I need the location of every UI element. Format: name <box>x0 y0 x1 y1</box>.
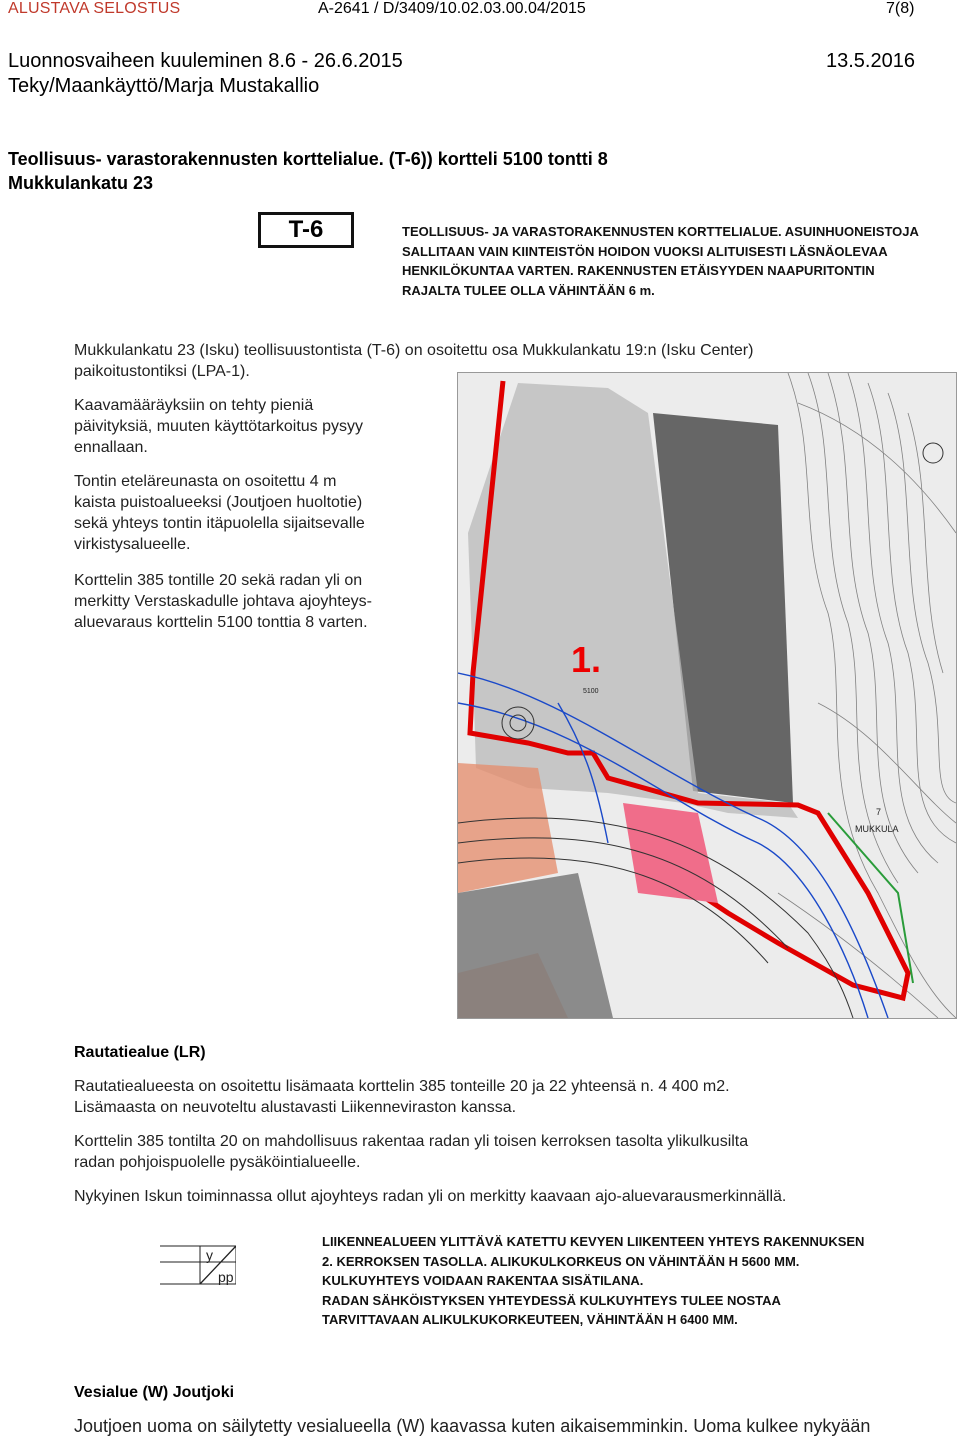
hearing-period: Luonnosvaiheen kuuleminen 8.6 - 26.6.2015 <box>8 50 403 72</box>
document-status: ALUSTAVA SELOSTUS <box>8 0 181 17</box>
water-heading: Vesialue (W) Joutjoki <box>74 1384 235 1401</box>
lr-legend-line: LIIKENNEALUEEN YLITTÄVÄ KATETTU KEVYEN LIIKENTEEN YHTEYS RAKENNUKSEN <box>322 1234 865 1249</box>
map-marker-label: 1. <box>571 639 602 680</box>
lr-legend-line: RADAN SÄHKÖISTYKSEN YHTEYDESSÄ KULKUYHTEYS TULEE NOSTAA <box>322 1292 781 1308</box>
paragraph-line: sekä yhteys tontin itäpuolella sijaitsevalle <box>74 515 365 532</box>
paragraph-line: Korttelin 385 tontille 20 sekä radan yli on <box>74 572 363 589</box>
lr-legend-description <box>322 1232 932 1330</box>
document-author: Teky/Maankäyttö/Marja Mustakallio <box>8 75 320 97</box>
page-number: 7(8) <box>886 0 915 17</box>
map-place-number: 7 <box>876 807 882 817</box>
document-date: 13.5.2016 <box>826 50 915 72</box>
sign-top-text: y <box>206 1247 213 1263</box>
section-title-line2: Mukkulankatu 23 <box>8 173 154 193</box>
overpass-sign-icon <box>160 1240 236 1290</box>
t6-legend-line: HENKILÖKUNTAA VARTEN. RAKENNUSTEN ETÄISYYDEN NAAPURITONTIN <box>402 263 875 278</box>
paragraph-line: Tontin eteläreunasta on osoitettu 4 m <box>74 473 337 490</box>
water-paragraph: Joutjoen uoma on säilytetty vesialueella (W) kaavassa kuten aikaisemminkin. Uoma kulkee nykyään <box>74 1416 871 1436</box>
t6-legend-line: TEOLLISUUS- JA VARASTORAKENNUSTEN KORTTELIALUE. ASUINHUONEISTOJA <box>402 224 919 239</box>
paragraph-park-strip <box>74 471 444 555</box>
map-place-name: MUKKULA <box>855 824 899 834</box>
t6-legend-line: SALLITAAN VAIN KIINTEISTÖN HOIDON VUOKSI ALITUISESTI LÄSNÄOLEVAA <box>402 243 888 259</box>
section-title-line1: Teollisuus- varastorakennusten korttelialue. (T-6)) kortteli 5100 tontti 8 <box>8 149 608 169</box>
lr-legend-line: KULKUYHTEYS VOIDAAN RAKENTAA SISÄTILANA. <box>322 1273 644 1288</box>
paragraph-line: päivityksiä, muuten käyttötarkoitus pysyy <box>74 418 364 435</box>
paragraph-line: paikoitustontiksi (LPA-1). <box>74 363 250 380</box>
rail-heading: Rautatiealue (LR) <box>74 1044 206 1061</box>
zoning-map <box>457 372 957 1019</box>
rail-paragraph-1 <box>74 1076 944 1118</box>
paragraph-line: merkitty Verstaskadulle johtava ajoyhteys- <box>74 593 372 610</box>
section-title <box>8 147 908 195</box>
paragraph-access-road <box>74 570 444 633</box>
paragraph-line: Kaavamääräyksiin on tehty pieniä <box>74 397 314 414</box>
lr-legend-line: 2. KERROKSEN TASOLLA. ALIKUKULKORKEUS ON VÄHINTÄÄN H 5600 MM. <box>322 1253 800 1269</box>
paragraph-line: Mukkulankatu 23 (Isku) teollisuustontista (T-6) on osoitettu osa Mukkulankatu 19:n (Isku Center) <box>74 342 754 359</box>
lr-legend-line: TARVITTAVAAN ALIKULKUKORKEUTEEN, VÄHINTÄÄN H 6400 MM. <box>322 1312 738 1327</box>
document-reference: A-2641 / D/3409/10.02.03.00.04/2015 <box>318 0 586 17</box>
map-lot-number: 5100 <box>583 688 599 695</box>
rail-paragraph-3: Nykyinen Iskun toiminnassa ollut ajoyhteys radan yli on merkitty kaavaan ajo-aluevarausmerkinnällä. <box>74 1188 787 1205</box>
paragraph-line: Korttelin 385 tontilta 20 on mahdollisuus rakentaa radan yli toisen kerroksen tasolta ylikulkusilta <box>74 1133 749 1150</box>
rail-paragraph-2 <box>74 1131 944 1173</box>
sign-bottom-text: pp <box>218 1269 234 1285</box>
t6-legend-line: RAJALTA TULEE OLLA VÄHINTÄÄN 6 m. <box>402 282 655 298</box>
zoning-map-drawing <box>458 373 956 1018</box>
paragraph-line: Rautatiealueesta on osoitettu lisämaata korttelin 385 tonteille 20 ja 22 yhteensä n. 4 400 m2. <box>74 1078 730 1095</box>
t6-legend-description <box>402 222 942 300</box>
paragraph-line: Lisämaasta on neuvoteltu alustavasti Liikenneviraston kanssa. <box>74 1099 517 1116</box>
t6-legend-code: T-6 <box>258 212 354 248</box>
paragraph-line: radan pohjoispuolelle pysäköintialueelle. <box>74 1154 361 1171</box>
paragraph-line: kaista puistoalueeksi (Joutjoen huoltotie) <box>74 494 363 511</box>
paragraph-line: ennallaan. <box>74 439 148 456</box>
paragraph-updates <box>74 395 444 458</box>
paragraph-line: virkistysalueelle. <box>74 536 191 553</box>
paragraph-line: aluevaraus korttelin 5100 tonttia 8 varten. <box>74 614 368 631</box>
